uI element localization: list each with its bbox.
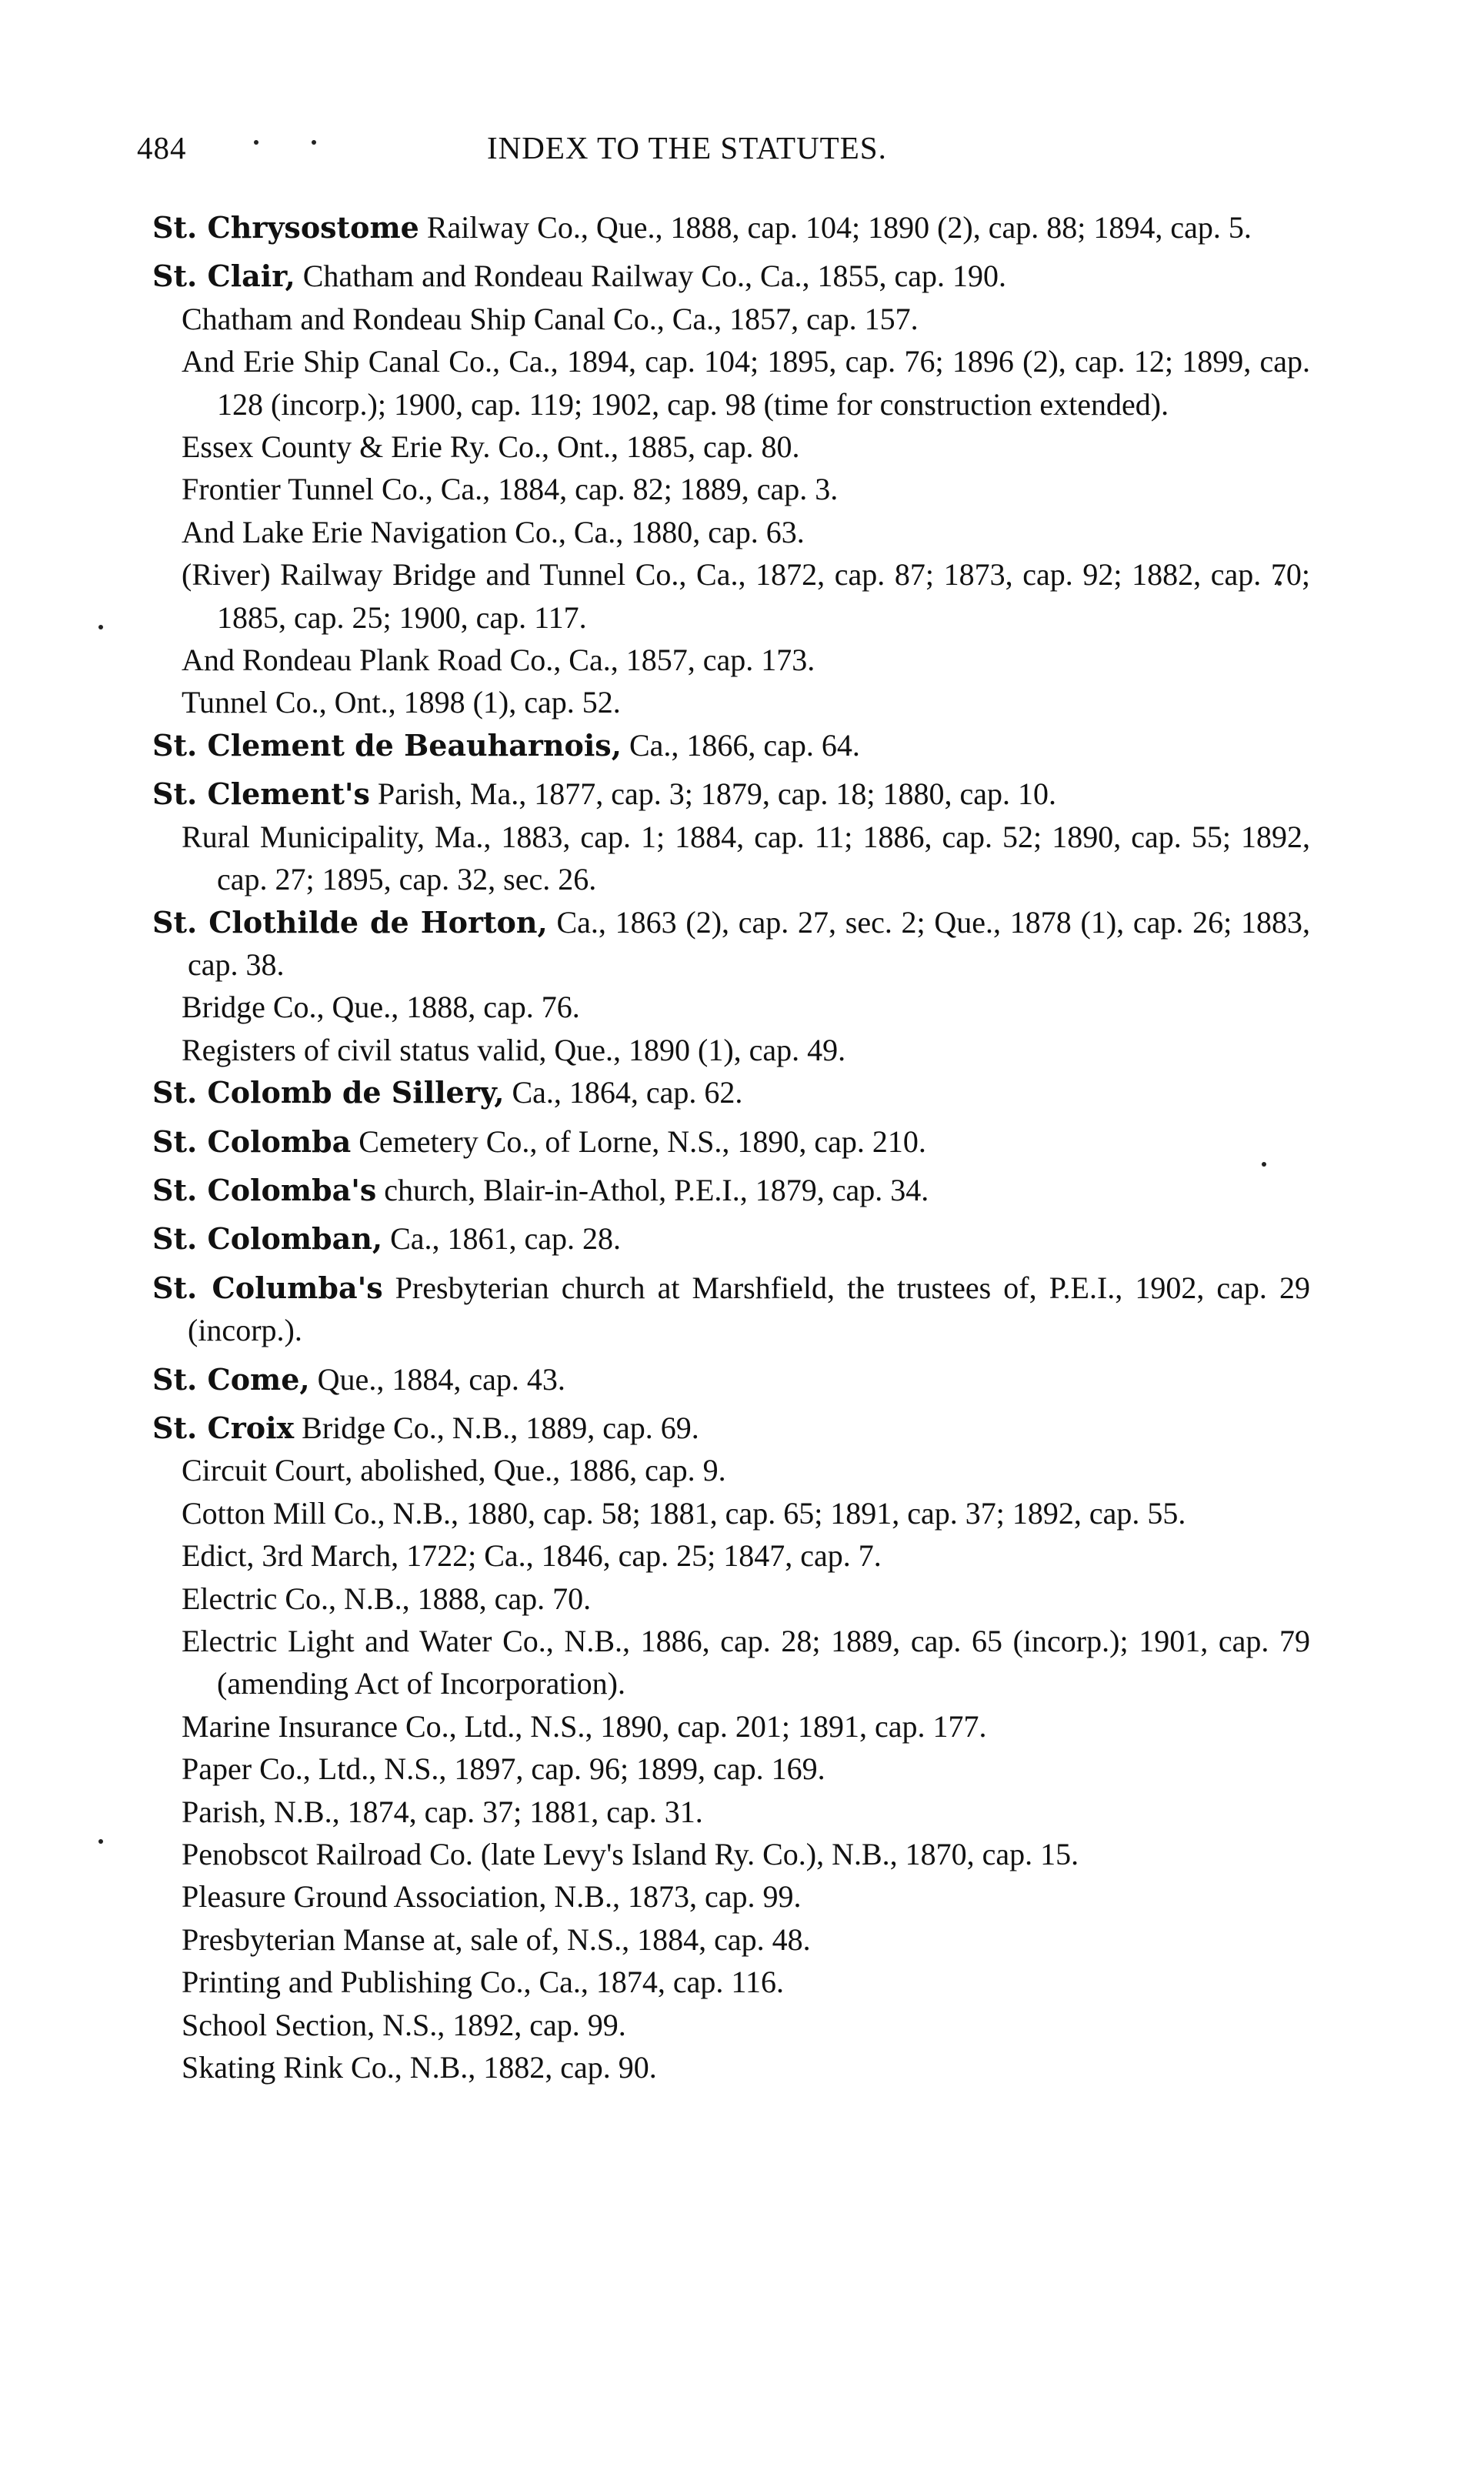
entry-text: Paper Co., Ltd., N.S., 1897, cap. 96; 1899, cap. 169. <box>182 1751 825 1787</box>
entry-text: Printing and Publishing Co., Ca., 1874, cap. 116. <box>182 1965 784 2000</box>
index-entry <box>152 206 1310 249</box>
entry-heading: St. Columba's <box>152 1270 383 1305</box>
index-entry <box>152 1169 1310 1211</box>
index-subentry <box>182 1705 1310 1748</box>
index-subentry <box>182 1578 1310 1620</box>
entry-text: And Rondeau Plank Road Co., Ca., 1857, cap. 173. <box>182 643 815 678</box>
entry-heading: St. Colomban, <box>152 1221 383 1257</box>
entry-text: Bridge Co., Que., 1888, cap. 76. <box>182 990 580 1025</box>
entry-text: Ca., 1863 (2), cap. 27, sec. 2; Que., 1878 (1), cap. 26; 1883, cap. 38. <box>188 904 1311 982</box>
index-subentry <box>182 2004 1310 2046</box>
index-subentry <box>182 1029 1310 1071</box>
index-entries <box>152 206 1310 2088</box>
entry-text: Skating Rink Co., N.B., 1882, cap. 90. <box>182 2050 657 2085</box>
entry-text: Cotton Mill Co., N.B., 1880, cap. 58; 1881, cap. 65; 1891, cap. 37; 1892, cap. 55. <box>182 1495 1186 1531</box>
entry-text: Ca., 1861, cap. 28. <box>382 1221 622 1257</box>
entry-text: (River) Railway Bridge and Tunnel Co., Ca., 1872, cap. 87; 1873, cap. 92; 1882, cap. 70; 1885, cap. 25; 1900, cap. 117. <box>182 557 1310 635</box>
index-entry <box>152 1120 1310 1163</box>
entry-text: Railway Co., Que., 1888, cap. 104; 1890 (2), cap. 88; 1894, cap. 5. <box>419 210 1252 245</box>
entry-text: Parish, N.B., 1874, cap. 37; 1881, cap. 31. <box>182 1794 703 1829</box>
speck-mark <box>254 140 258 145</box>
entry-text: Presbyterian church at Marshfield, the trustees of, P.E.I., 1902, cap. 29 (incorp.). <box>188 1270 1310 1348</box>
entry-text: Ca., 1864, cap. 62. <box>504 1075 743 1110</box>
entry-text: Parish, Ma., 1877, cap. 3; 1879, cap. 18; 1880, cap. 10. <box>369 776 1056 812</box>
index-entry <box>152 1071 1310 1113</box>
entry-text: Essex County & Erie Ry. Co., Ont., 1885, cap. 80. <box>182 429 800 465</box>
entry-text: Presbyterian Manse at, sale of, N.S., 1884, cap. 48. <box>182 1921 811 1957</box>
index-subentry <box>182 639 1310 681</box>
entry-heading: St. Come, <box>152 1361 310 1397</box>
index-subentry <box>182 298 1310 340</box>
entry-text: Chatham and Rondeau Railway Co., Ca., 1855, cap. 190. <box>295 259 1006 294</box>
index-subentry <box>182 1833 1310 1875</box>
index-subentry <box>182 553 1310 639</box>
entry-text: Bridge Co., N.B., 1889, cap. 69. <box>294 1410 699 1445</box>
index-subentry <box>182 681 1310 723</box>
entry-text: church, Blair-in-Athol, P.E.I., 1879, cap. 34. <box>376 1172 929 1207</box>
index-subentry <box>182 1918 1310 1961</box>
entry-text: Marine Insurance Co., Ltd., N.S., 1890, cap. 201; 1891, cap. 177. <box>182 1708 987 1744</box>
page-number: 484 <box>137 130 187 165</box>
page-header <box>137 129 1322 175</box>
running-title: INDEX TO THE STATUTES. <box>487 130 887 165</box>
entry-text: Electric Co., N.B., 1888, cap. 70. <box>182 1581 592 1616</box>
index-entry <box>152 901 1310 987</box>
speck-mark <box>98 625 103 629</box>
entry-text: Electric Light and Water Co., N.B., 1886, cap. 28; 1889, cap. 65 (incorp.); 1901, cap. 79 (amending Act of Incorporation). <box>182 1624 1310 1701</box>
entry-text: Circuit Court, abolished, Que., 1886, cap. 9. <box>182 1453 726 1488</box>
entry-text: And Lake Erie Navigation Co., Ca., 1880, cap. 63. <box>182 514 805 549</box>
entry-heading: St. Clothilde de Horton, <box>152 904 548 940</box>
index-entry <box>152 255 1310 297</box>
index-subentry <box>182 1449 1310 1491</box>
entry-text: Cemetery Co., of Lorne, N.S., 1890, cap. 210. <box>351 1123 926 1159</box>
index-entry <box>152 1267 1310 1352</box>
entry-text: School Section, N.S., 1892, cap. 99. <box>182 2007 626 2042</box>
index-subentry <box>182 426 1310 468</box>
index-subentry <box>182 816 1310 901</box>
entry-text: Registers of civil status valid, Que., 1890 (1), cap. 49. <box>182 1032 846 1067</box>
index-entry <box>152 1217 1310 1260</box>
index-subentry <box>182 1620 1310 1705</box>
index-subentry <box>182 511 1310 553</box>
entry-text: Rural Municipality, Ma., 1883, cap. 1; 1884, cap. 11; 1886, cap. 52; 1890, cap. 55; 1892, cap. 27; 1895, cap. 32, sec. 26. <box>182 819 1310 897</box>
index-subentry <box>182 1748 1310 1790</box>
entry-text: Edict, 3rd March, 1722; Ca., 1846, cap. 25; 1847, cap. 7. <box>182 1538 882 1574</box>
index-subentry <box>182 1875 1310 1918</box>
entry-text: Chatham and Rondeau Ship Canal Co., Ca., 1857, cap. 157. <box>182 301 919 336</box>
index-subentry <box>182 1791 1310 1833</box>
entry-text: Pleasure Ground Association, N.B., 1873, cap. 99. <box>182 1879 802 1915</box>
entry-heading: St. Clement's <box>152 776 370 812</box>
index-subentry <box>182 986 1310 1028</box>
index-entry <box>152 1407 1310 1449</box>
index-entry <box>152 773 1310 815</box>
index-subentry <box>182 340 1310 426</box>
speck-mark <box>312 140 316 145</box>
entry-heading: St. Colomba <box>152 1123 352 1159</box>
entry-text: Frontier Tunnel Co., Ca., 1884, cap. 82; 1889, cap. 3. <box>182 472 839 507</box>
index-subentry <box>182 1534 1310 1577</box>
speck-mark <box>98 1839 103 1844</box>
entry-heading: St. Colomb de Sillery, <box>152 1075 505 1110</box>
entry-text: Penobscot Railroad Co. (late Levy's Island Ry. Co.), N.B., 1870, cap. 15. <box>182 1837 1079 1872</box>
entry-text: Tunnel Co., Ont., 1898 (1), cap. 52. <box>182 685 621 720</box>
entry-heading: St. Colomba's <box>152 1172 377 1207</box>
entry-heading: St. Croix <box>152 1410 295 1445</box>
index-entry <box>152 1358 1310 1401</box>
entry-text: Ca., 1866, cap. 64. <box>621 727 860 763</box>
index-entry <box>152 724 1310 766</box>
index-subentry <box>182 1961 1310 2003</box>
entry-heading: St. Clement de Beauharnois, <box>152 727 622 763</box>
entry-text: And Erie Ship Canal Co., Ca., 1894, cap. 104; 1895, cap. 76; 1896 (2), cap. 12; 1899, cap. 128 (incorp.); 1900, cap. 119; 1902, cap. 98 (time for construction extended). <box>182 344 1310 422</box>
index-subentry <box>182 468 1310 510</box>
entry-heading: St. Clair, <box>152 259 295 294</box>
entry-text: Que., 1884, cap. 43. <box>309 1361 565 1397</box>
index-subentry <box>182 1492 1310 1534</box>
index-subentry <box>182 2046 1310 2088</box>
entry-heading: St. Chrysostome <box>152 210 419 245</box>
